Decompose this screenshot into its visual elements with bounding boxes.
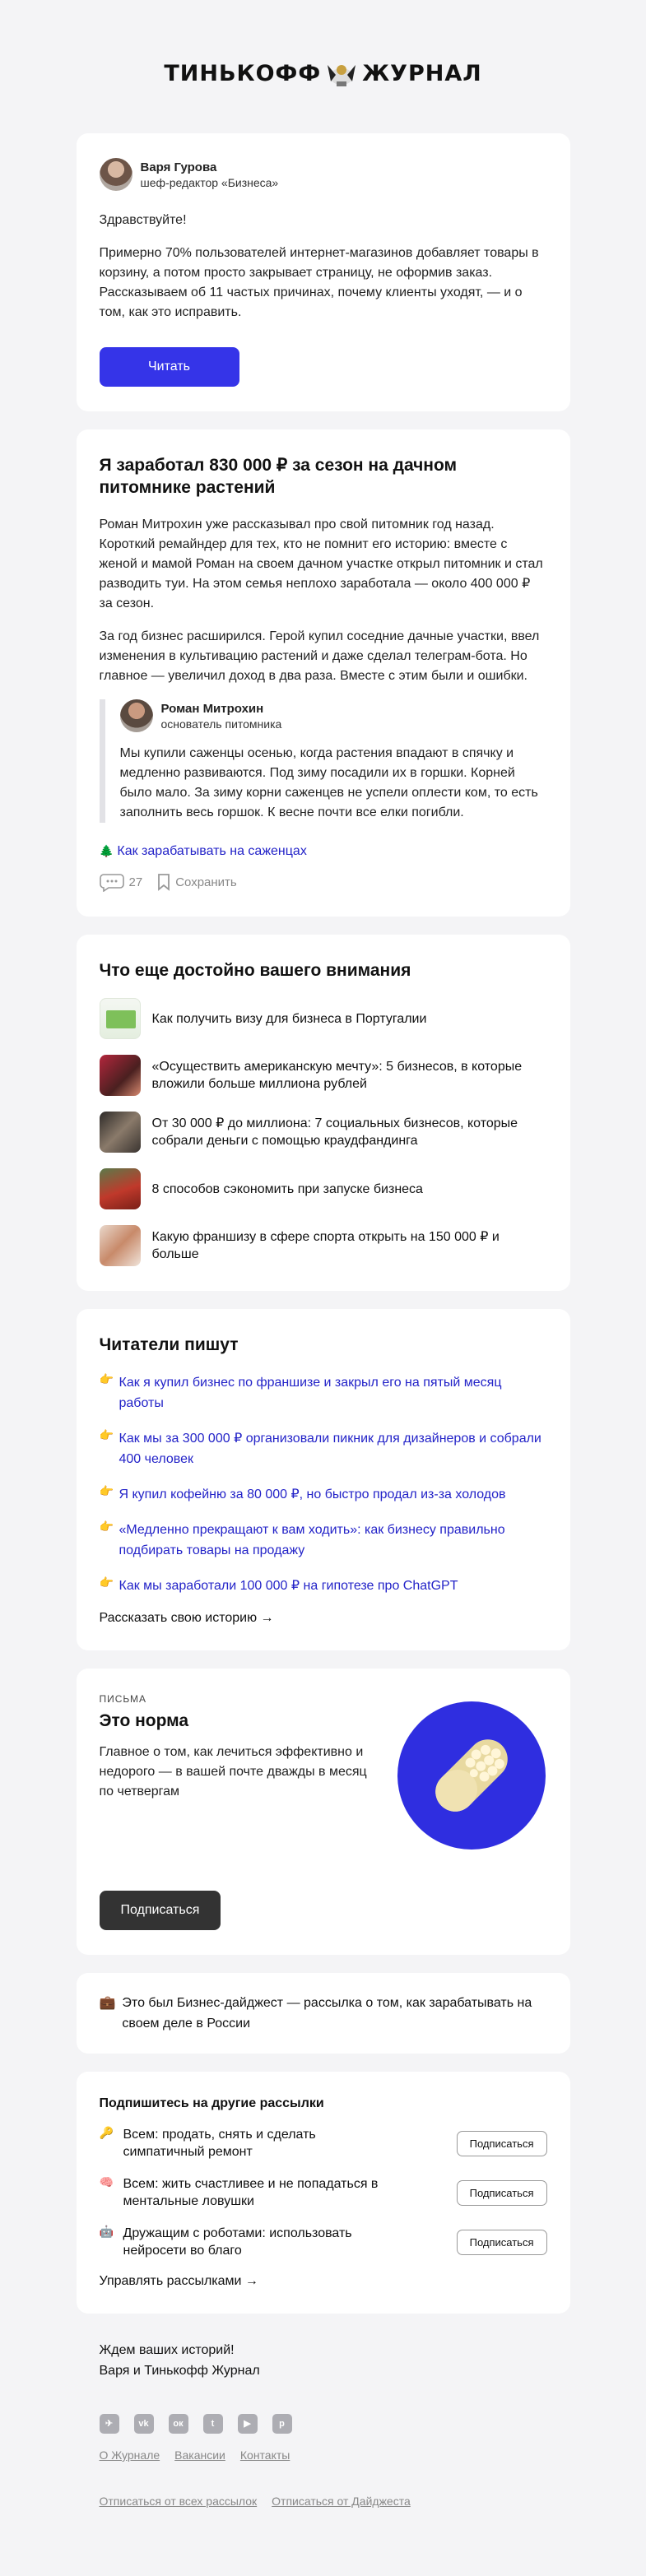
logo-text-right: ЖУРНАЛ [362, 60, 482, 86]
unsubscribe-digest-link[interactable]: Отписаться от Дайджеста [272, 2495, 411, 2508]
capsule-icon [397, 1701, 546, 1850]
robot-icon: 🤖 [99, 2225, 114, 2238]
quote-block [100, 699, 547, 823]
tree-icon: 🌲 [99, 844, 114, 857]
list-item [100, 1576, 547, 1596]
list-item [100, 1520, 547, 1561]
logo[interactable] [0, 53, 646, 94]
readers-title: Читатели пишут [99, 1335, 239, 1354]
save-label: Сохранить [175, 875, 237, 889]
list-item[interactable] [100, 1168, 547, 1209]
unsubscribe-links [100, 2495, 547, 2508]
subscriptions-title: Подпишитесь на другие рассылки [99, 2096, 324, 2110]
author-name: Варя Гурова [140, 160, 217, 174]
list-item [100, 1484, 547, 1505]
newsletter-title: Это норма [99, 1711, 189, 1730]
reader-story-link[interactable]: «Медленно прекращают к вам ходить»: как бизнесу правильно подбирать товары на продажу [119, 1523, 505, 1557]
list-item [100, 1428, 547, 1469]
newsletter-promo-card [77, 1669, 570, 1955]
reader-story-link[interactable]: Как я купил бизнес по франшизе и закрыл его на пятый месяц работы [119, 1376, 502, 1410]
pointing-hand-icon: 👉 [99, 1484, 114, 1497]
article-title: От 30 000 ₽ до миллиона: 7 социальных бизнесов, которые собрали деньги с помощью краудфандинга [151, 1116, 518, 1148]
article-thumbnail [100, 998, 141, 1039]
intro-card [77, 133, 570, 411]
article-title: «Осуществить американскую мечту»: 5 бизнесов, в которые вложили больше миллиона рублей [151, 1060, 523, 1091]
bookmark-icon [157, 873, 170, 891]
avatar [120, 699, 153, 732]
contacts-link[interactable]: Контакты [239, 2448, 290, 2462]
brain-icon: 🧠 [99, 2175, 114, 2188]
readers-card [77, 1309, 570, 1650]
pointing-hand-icon: 👉 [99, 1576, 114, 1589]
author-role: шеф-редактор «Бизнеса» [140, 175, 279, 189]
digest-text: Это был Бизнес-дайджест — рассылка о том, как зарабатывать на своем деле в России [122, 1996, 532, 2031]
quote-author-role: основатель питомника [160, 717, 282, 731]
article-title: Как получить визу для бизнеса в Португалии [151, 1011, 427, 1026]
reader-story-link[interactable]: Я купил кофейню за 80 000 ₽, но быстро продал из-за холодов [119, 1488, 506, 1502]
signoff [100, 2340, 547, 2381]
story-meta [100, 872, 547, 892]
subscription-row [100, 2225, 547, 2259]
telegram-icon[interactable]: ✈ [100, 2414, 119, 2434]
eyebrow: ПИСЬМА [99, 1693, 147, 1705]
list-item[interactable] [100, 998, 547, 1039]
list-item [100, 1372, 547, 1413]
briefcase-icon: 💼 [99, 1996, 116, 2010]
subscription-row [100, 2126, 547, 2161]
subscribe-button[interactable]: Подписаться [457, 2230, 547, 2255]
reader-story-link[interactable]: Как мы за 300 000 ₽ организовали пикник для дизайнеров и собрали 400 человек [119, 1432, 541, 1466]
avatar [100, 158, 132, 191]
quote-text: Мы купили саженцы осенью, когда растения впадают в спячку и медленно развиваются. Под зиму посадили их в горшки. Корней было мало. За зиму корни саженцев не успели оплести ком, то есть заполнить весь горшок. К весне почти все елки погибли. [119, 746, 538, 819]
subscriptions-card [77, 2072, 570, 2314]
unsubscribe-all-link[interactable]: Отписаться от всех рассылок [99, 2495, 258, 2508]
footer [77, 2332, 570, 2549]
social-links [100, 2414, 547, 2434]
logo-text-left: ТИНЬКОФФ [164, 60, 322, 86]
article-thumbnail [100, 1225, 141, 1266]
article-title: 8 способов сэкономить при запуске бизнеса [151, 1181, 423, 1196]
subscribe-button[interactable]: Подписаться [457, 2131, 547, 2156]
list-item[interactable] [100, 1225, 547, 1266]
story-paragraph-2: За год бизнес расширился. Герой купил соседние дачные участки, ввел изменения в культивацию растений и даже сделал телеграм-бота. Но главное — увеличил доход в два раза. Вместе с этим были и ошибки. [99, 629, 540, 683]
story-paragraph-1: Роман Митрохин уже рассказывал про свой питомник год назад. Короткий ремайндер для тех, кто не помнит его историю: вместе с женой и мамой Роман на своем дачном участке открыл питомник и стал разводить туи. На этом семья неплохо заработала — около 400 000 ₽ за сезон. [99, 518, 543, 610]
author [100, 158, 547, 191]
digest-card [77, 1973, 570, 2054]
subscription-row [100, 2175, 547, 2210]
youtube-icon[interactable]: ▶ [238, 2414, 258, 2434]
story-title[interactable]: Я заработал 830 000 ₽ за сезон на дачном питомнике растений [99, 456, 458, 497]
reader-story-link[interactable]: Как мы заработали 100 000 ₽ на гипотезе про ChatGPT [119, 1579, 458, 1593]
save-button[interactable] [157, 873, 237, 891]
subscribe-button[interactable]: Подписаться [100, 1891, 221, 1930]
article-thumbnail [100, 1168, 141, 1209]
digest-note [100, 1993, 547, 2034]
logo-mark-icon [323, 57, 360, 90]
pinterest-icon[interactable]: p [272, 2414, 292, 2434]
story-link-row [100, 844, 547, 859]
tell-story-link[interactable]: Рассказать свою историю → [99, 1611, 274, 1625]
story-card [77, 429, 570, 917]
article-thumbnail [100, 1112, 141, 1153]
manage-subscriptions-link[interactable]: Управлять рассылками → [99, 2274, 258, 2288]
more-card [77, 935, 570, 1291]
read-button[interactable]: Читать [100, 347, 239, 387]
quote-author [120, 699, 547, 732]
comment-icon [100, 872, 124, 892]
comments-button[interactable] [100, 872, 143, 892]
story-link[interactable]: Как зарабатывать на саженцах [117, 844, 307, 858]
pointing-hand-icon: 👉 [99, 1372, 114, 1385]
article-thumbnail [100, 1055, 141, 1096]
vacancies-link[interactable]: Вакансии [174, 2448, 225, 2462]
intro-text: Примерно 70% пользователей интернет-магазинов добавляет товары в корзину, а потом просто закрывает страницу, не оформив заказ. Рассказываем об 11 частых причинах, почему клиенты уходят, — и о том, как это исправить. [99, 246, 539, 319]
signoff-line-1: Ждем ваших историй! [99, 2343, 235, 2357]
more-title: Что еще достойно вашего внимания [99, 961, 411, 980]
newsletter-description: Главное о том, как лечиться эффективно и недорого — в вашей почте дважды в месяц по четвергам [99, 1745, 367, 1799]
pill-illustration [397, 1701, 546, 1850]
vk-icon[interactable]: vk [134, 2414, 154, 2434]
odnoklassniki-icon[interactable]: ок [169, 2414, 188, 2434]
article-title: Какую франшизу в сфере спорта открыть на 150 000 ₽ и больше [151, 1230, 500, 1261]
list-item[interactable] [100, 1055, 547, 1096]
key-icon: 🔑 [99, 2126, 114, 2139]
list-item[interactable] [100, 1112, 547, 1153]
quote-author-name: Роман Митрохин [160, 701, 264, 716]
greeting: Здравствуйте! [99, 213, 187, 227]
subscribe-button[interactable]: Подписаться [457, 2180, 547, 2206]
footer-links [100, 2448, 547, 2462]
pointing-hand-icon: 👉 [99, 1428, 114, 1441]
pointing-hand-icon: 👉 [99, 1520, 114, 1533]
about-link[interactable]: О Журнале [99, 2448, 160, 2462]
subscription-text: Всем: продать, снять и сделать симпатичный ремонт [123, 2128, 316, 2159]
subscription-text: Всем: жить счастливее и не попадаться в ментальные ловушки [123, 2177, 379, 2208]
signoff-line-2: Варя и Тинькофф Журнал [99, 2364, 260, 2378]
subscription-text: Дружащим с роботами: использовать нейросети во благо [123, 2226, 352, 2258]
comments-count: 27 [128, 875, 143, 889]
twitter-icon[interactable]: t [203, 2414, 223, 2434]
